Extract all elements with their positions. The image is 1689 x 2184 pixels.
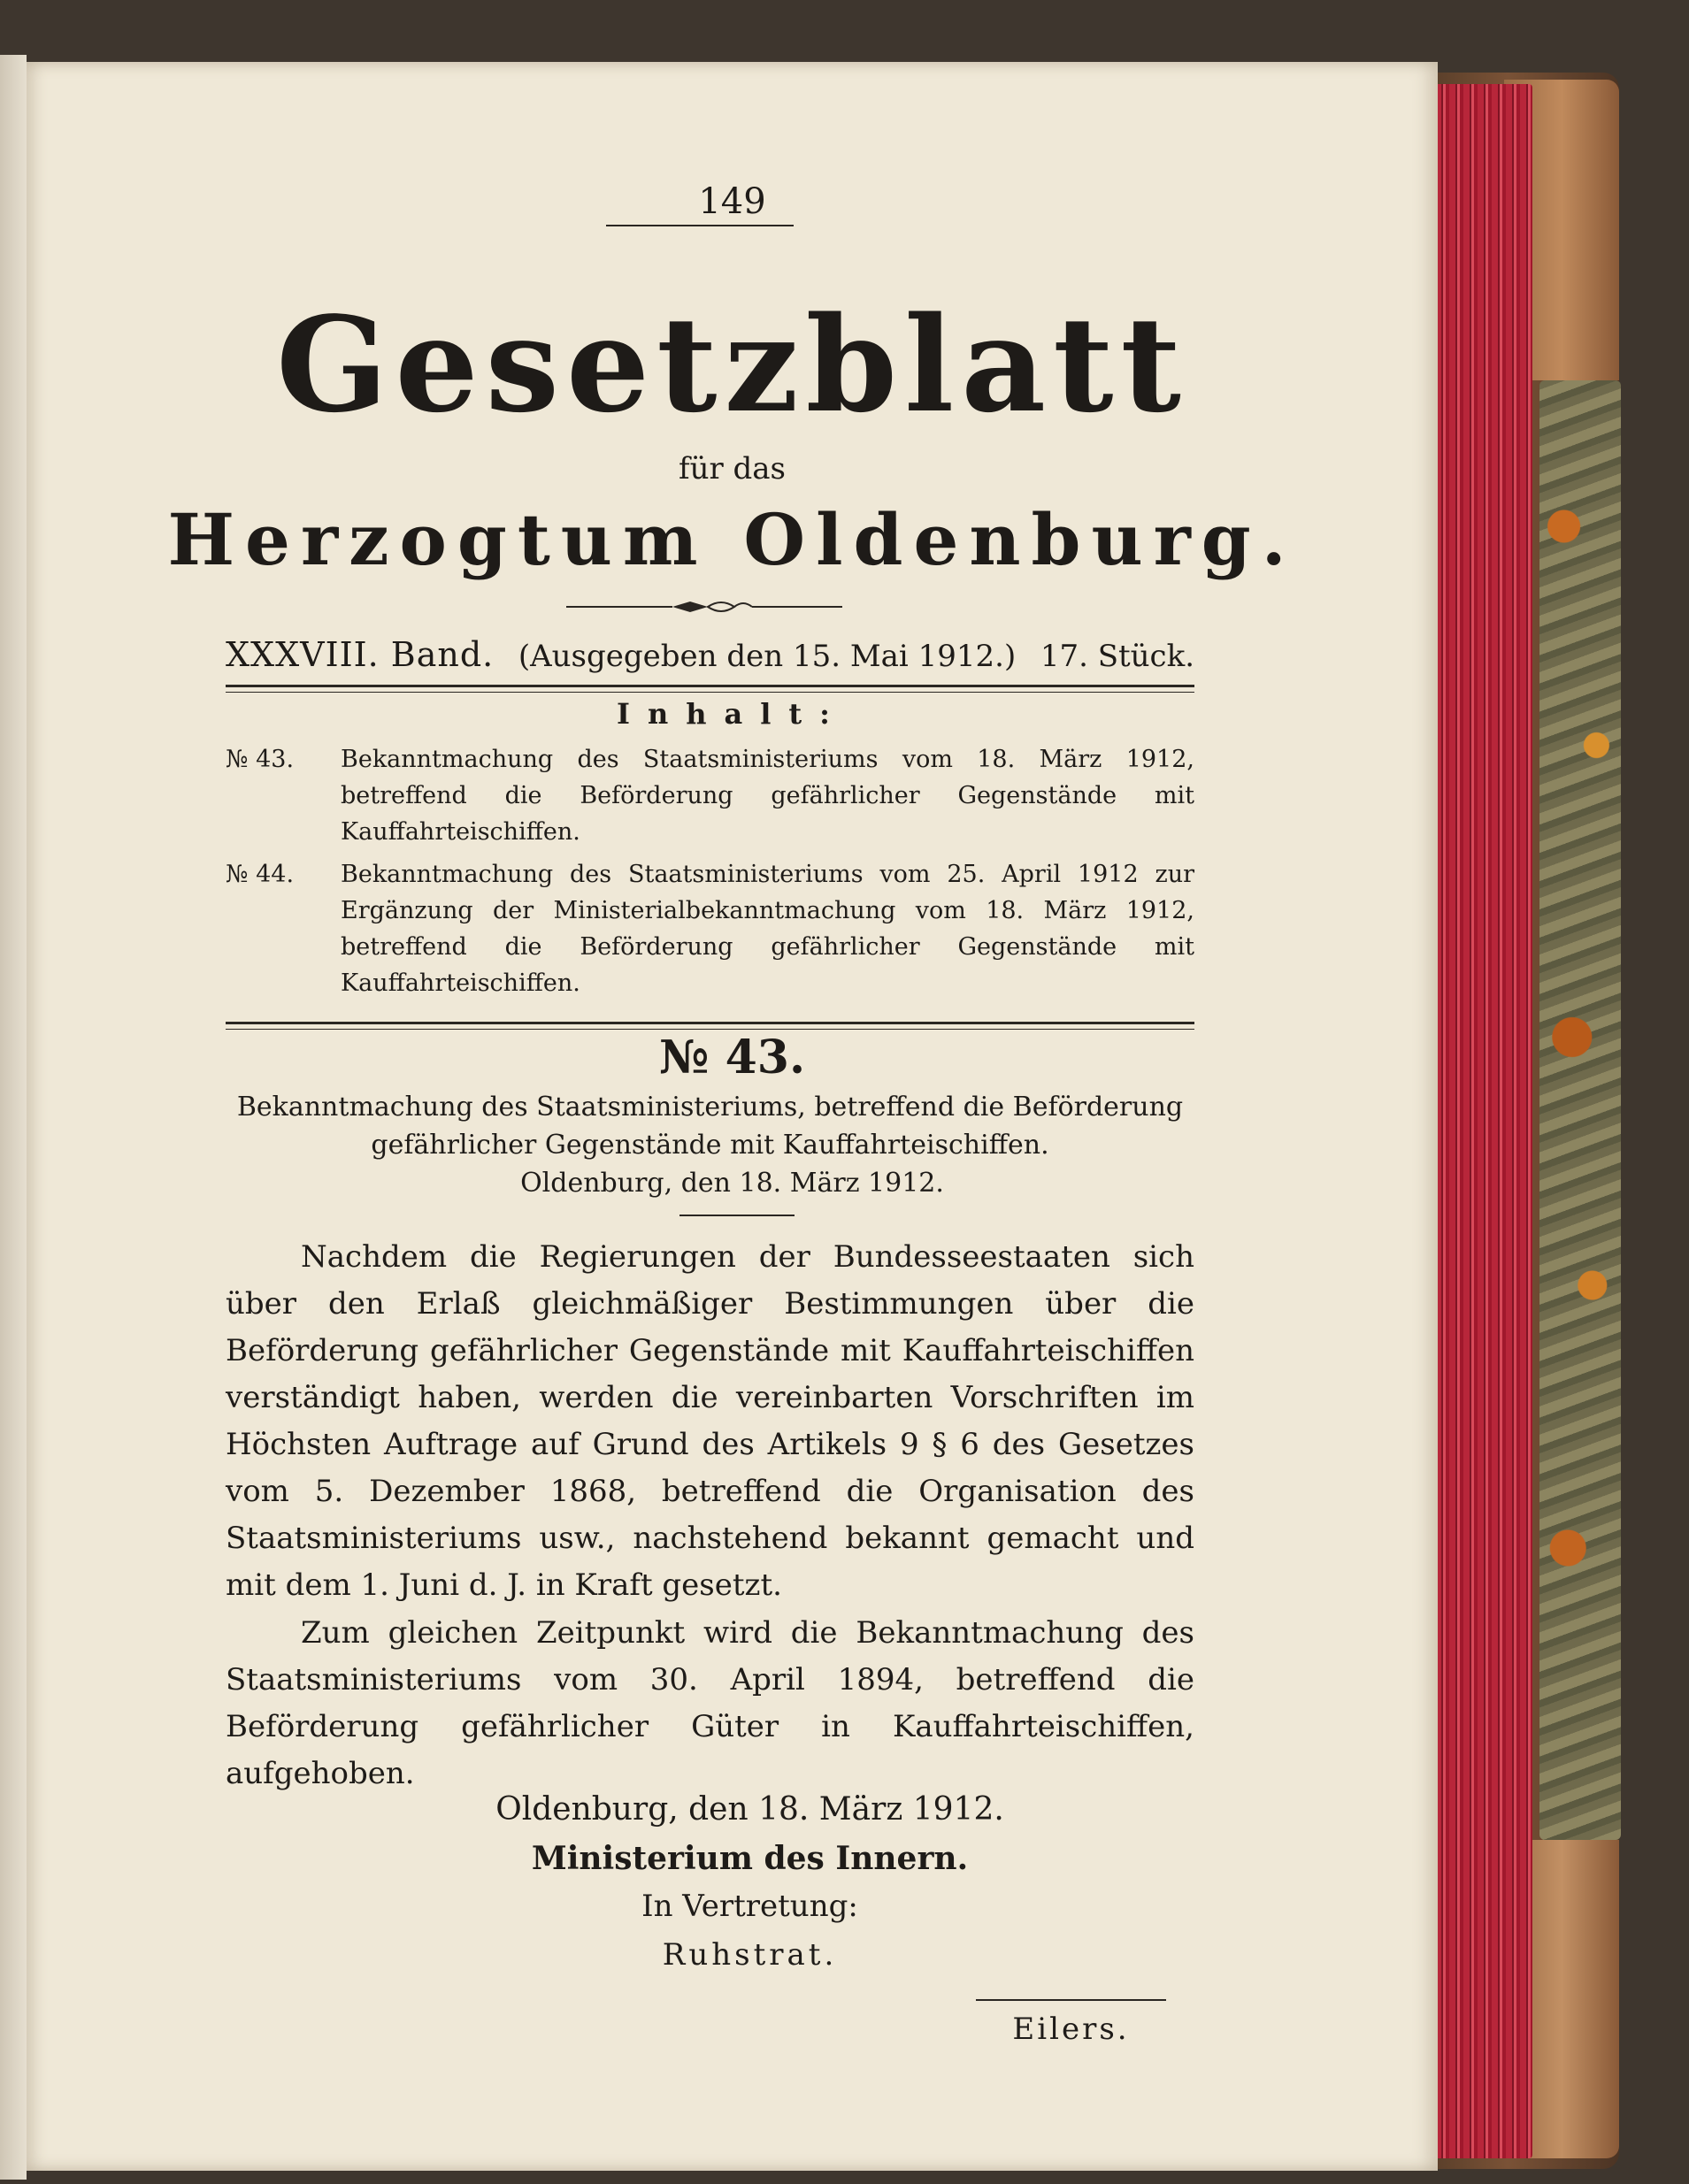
countersigner: Eilers. bbox=[1012, 2012, 1130, 2047]
contents-double-rule bbox=[226, 1022, 1194, 1030]
previous-page-edge bbox=[0, 55, 27, 2180]
section-date: Oldenburg, den 18. März 1912. bbox=[520, 1168, 944, 1199]
page-number: 149 bbox=[698, 181, 766, 222]
page-number-rule bbox=[606, 225, 794, 226]
contents-entry bbox=[226, 741, 1194, 850]
section-title: Bekanntmachung des Staatsministeriums, betreffend die Beförderung gefährlicher Gegenstände mit Kauffahrteischiffen. bbox=[236, 1092, 1184, 1161]
issue-date: (Ausgegeben den 15. Mai 1912.) bbox=[518, 639, 1017, 674]
contents-entry bbox=[226, 856, 1194, 1001]
red-page-edges bbox=[1435, 84, 1532, 2158]
masthead-title: Gesetzblatt bbox=[276, 287, 1188, 441]
section-rule bbox=[679, 1215, 795, 1216]
contents-entry-text: Bekanntmachung des Staatsministeriums vom 18. März 1912, betreffend die Beförderung gefährlicher Gegenstände mit Kauffahrteischiffen. bbox=[341, 746, 1194, 846]
issue-header bbox=[226, 635, 1194, 674]
body-paragraph: Zum gleichen Zeitpunkt wird die Bekanntmachung des Staatsministeriums vom 30. April 1894, betreffend die Beförderung gefährlicher Güter in Kauffahrteischiffen, aufgehoben. bbox=[226, 1615, 1194, 1791]
closing-deputy: In Vertretung: bbox=[641, 1889, 858, 1924]
volume-label: XXXVIII. Band. bbox=[226, 635, 495, 674]
closing-place-date: Oldenburg, den 18. März 1912. bbox=[495, 1791, 1004, 1828]
part-label: 17. Stück. bbox=[1040, 639, 1194, 674]
document-page bbox=[27, 62, 1438, 2171]
contents-entry-number: № 43. bbox=[226, 746, 295, 773]
contents-entry-number: № 44. bbox=[226, 861, 295, 888]
masthead-subtitle-prefix: für das bbox=[678, 451, 787, 487]
closing-signer: Ruhstrat. bbox=[662, 1937, 838, 1973]
countersign-rule bbox=[976, 1999, 1166, 2001]
marbled-cover-paper bbox=[1539, 380, 1621, 1840]
contents-entry-text: Bekanntmachung des Staatsministeriums vom 25. April 1912 zur Ergänzung der Ministerialbekanntmachung vom 18. März 1912, betreffend die Beförderung gefährlicher Gegenstände mit Kauffahrteischiffen. bbox=[341, 861, 1194, 997]
contents-heading: Inhalt: bbox=[617, 697, 848, 731]
ornament-divider-icon bbox=[566, 596, 842, 617]
header-double-rule bbox=[226, 685, 1194, 693]
section-number: № 43. bbox=[658, 1031, 806, 1084]
body-paragraph: Nachdem die Regierungen der Bundesseestaaten sich über den Erlaß gleichmäßiger Bestimmungen über die Beförderung gefährlicher Gegenstände mit Kauffahrteischiffen verständigt haben, werden die vereinbarten Vorschriften im Höchsten Auftrage auf Grund des Artikels 9 § 6 des Gesetzes vom 5. Dezember 1868, betreffend die Organisation des Staatsministeriums usw., nachstehend bekannt gemacht und mit dem 1. Juni d. J. in Kraft gesetzt. bbox=[226, 1239, 1194, 1603]
masthead-subtitle: Herzogtum Oldenburg. bbox=[167, 498, 1297, 581]
closing-ministry: Ministerium des Innern. bbox=[531, 1840, 969, 1877]
